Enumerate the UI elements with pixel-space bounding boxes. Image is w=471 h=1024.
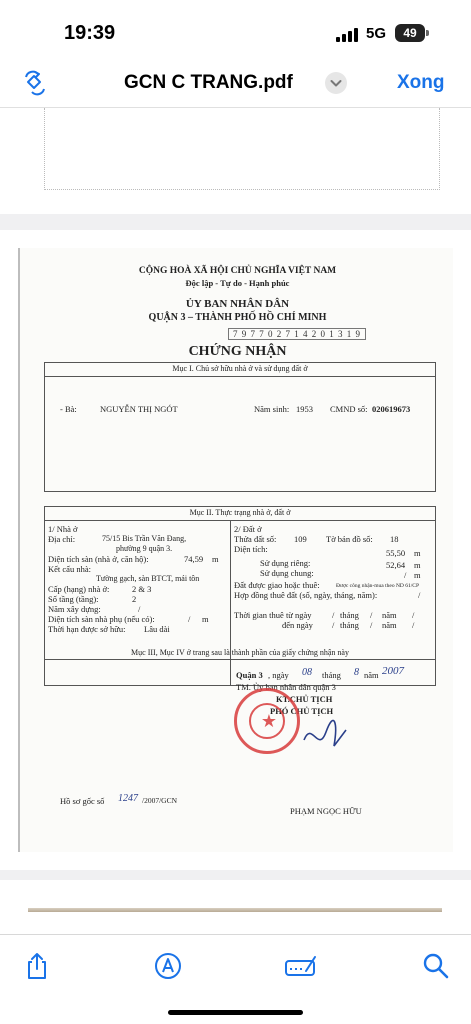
lease-from-label: Thời gian thuê từ ngày	[234, 610, 312, 620]
year-built-value: /	[138, 604, 141, 614]
signature-month-label: tháng	[322, 670, 341, 680]
private-use-label: Sử dụng riêng:	[260, 558, 311, 568]
done-button[interactable]: Xong	[397, 72, 445, 93]
signature-day: 08	[302, 667, 312, 678]
chevron-down-icon[interactable]	[325, 72, 347, 94]
ownership-term-value: Lâu dài	[144, 624, 170, 634]
lease-contract-label: Hợp đồng thuê đất (số, ngày, tháng, năm):	[234, 590, 378, 600]
section-1-box	[44, 362, 436, 492]
lease-to-year: /	[412, 620, 415, 630]
signature-place: Quận 3	[236, 670, 263, 680]
grade-label: Cấp (hạng) nhà ở:	[48, 584, 110, 594]
section-1-divider	[44, 376, 436, 377]
header-national-title: CỘNG HOÀ XÃ HỘI CHỦ NGHĨA VIỆT NAM	[138, 266, 337, 276]
lease-from-month-label: tháng	[340, 610, 359, 620]
floor-area-unit: m	[212, 554, 219, 564]
land-title: 2/ Đất ở	[234, 524, 262, 534]
lease-contract-value: /	[418, 590, 421, 600]
structure-label: Kết cấu nhà:	[48, 564, 91, 574]
lease-to-day: /	[332, 620, 335, 630]
lease-from-year: /	[412, 610, 415, 620]
shared-use-label: Sử dụng chung:	[260, 568, 314, 578]
status-bar	[0, 0, 471, 62]
nav-bar	[0, 62, 471, 108]
original-record-suffix: /2007/GCN	[142, 796, 178, 805]
structure-value: Tường gạch, sàn BTCT, mái tôn	[96, 574, 200, 583]
cellular-signal-icon	[336, 27, 358, 42]
birth-year: 1953	[296, 404, 313, 414]
aux-area-unit: m	[202, 614, 209, 624]
grade-value: 2 & 3	[132, 584, 152, 594]
year-built-label: Năm xây dựng:	[48, 604, 101, 614]
address-line2: phường 9 quận 3.	[116, 544, 173, 553]
address-label: Địa chỉ:	[48, 534, 76, 544]
floor-area-label: Diện tích sàn (nhà ở, căn hộ):	[48, 554, 149, 564]
ownership-term-label: Thời hạn được sở hữu:	[48, 624, 126, 634]
lease-from-month: /	[370, 610, 373, 620]
share-icon[interactable]	[20, 68, 50, 98]
parcel-value: 109	[294, 534, 307, 544]
signature-month: 8	[354, 667, 359, 678]
battery-cap	[426, 30, 429, 36]
next-page	[0, 880, 471, 934]
map-sheet-label: Tờ bản đồ số:	[326, 534, 373, 544]
header-motto: Độc lập - Tự do - Hạnh phúc	[185, 278, 290, 288]
official-seal: ★	[234, 688, 300, 754]
document-page	[0, 230, 471, 870]
shared-use-value: /	[404, 570, 407, 580]
allocation-value: Được công nhận-mua theo ND 61/CP	[336, 583, 420, 589]
shared-use-unit: m	[414, 570, 421, 580]
serial-number: 7 9 7 7 0 2 7 1 4 2 0 1 3 1 9	[228, 328, 366, 340]
document-title[interactable]: GCN C TRANG.pdf	[124, 72, 293, 93]
original-record-label: Hồ sơ gốc số	[60, 796, 105, 806]
on-behalf-line: TM. Ủy ban nhân dân quận 3	[236, 682, 336, 692]
id-number: 020619673	[372, 404, 411, 414]
private-use-value: 52,64	[386, 560, 406, 570]
floor-area-value: 74,59	[184, 554, 204, 564]
signature-date-prefix: , ngày	[268, 670, 289, 680]
network-type: 5G	[366, 25, 387, 42]
lease-to-year-label: năm	[382, 620, 397, 630]
certificate-title: CHỨNG NHẬN	[188, 344, 287, 359]
search-icon[interactable]	[421, 951, 451, 981]
floors-label: Số tầng (tầng):	[48, 594, 99, 604]
section-1-heading: Mục I. Chủ sở hữu nhà ở và sử dụng đất ở	[172, 364, 308, 373]
section-3-note: Mục III, Mục IV ở trang sau là thành phần của giấy chứng nhận này	[131, 648, 349, 657]
markup-icon[interactable]	[153, 951, 183, 981]
signature-year: 2007	[382, 665, 404, 677]
signer-name: PHẠM NGỌC HỮU	[290, 806, 362, 816]
vice-chairman-line: PHÓ CHỦ TỊCH	[270, 706, 334, 716]
lease-to-label: đến ngày	[282, 620, 313, 630]
lease-from-day: /	[332, 610, 335, 620]
header-district: QUẬN 3 – THÀNH PHỐ HỒ CHÍ MINH	[148, 312, 327, 323]
owner-label: - Bà:	[60, 404, 77, 414]
signature-icon[interactable]	[284, 951, 318, 981]
next-page-edge	[28, 908, 442, 912]
pdf-viewer[interactable]	[0, 108, 471, 934]
lease-from-year-label: năm	[382, 610, 397, 620]
home-indicator	[168, 1010, 303, 1015]
signature-year-label: năm	[364, 670, 379, 680]
address-line1: 75/15 Bis Trần Văn Đang,	[102, 534, 187, 543]
house-title: 1/ Nhà ở	[48, 524, 78, 534]
battery-icon: 49	[395, 24, 425, 42]
for-chairman-line: KT.CHỦ TỊCH	[276, 694, 333, 704]
land-area-unit: m	[414, 548, 421, 558]
private-use-unit: m	[414, 560, 421, 570]
lease-to-month-label: tháng	[340, 620, 359, 630]
handwritten-signature	[298, 710, 358, 760]
lease-to-month: /	[370, 620, 373, 630]
map-sheet-value: 18	[390, 534, 399, 544]
land-area-value: 55,50	[386, 548, 406, 558]
allocation-label: Đất được giao hoặc thuê:	[234, 580, 320, 590]
section-2-heading: Mục II. Thực trạng nhà ở, đất ở	[189, 508, 291, 517]
section-2-column-divider	[230, 520, 231, 686]
previous-page	[0, 108, 471, 214]
original-record-number: 1247	[118, 793, 138, 804]
header-authority: ỦY BAN NHÂN DÂN	[185, 298, 290, 310]
floors-value: 2	[132, 594, 137, 604]
aux-area-value: /	[188, 614, 191, 624]
aux-area-label: Diện tích sàn nhà phụ (nếu có):	[48, 614, 155, 624]
birth-year-label: Năm sinh:	[254, 404, 290, 414]
previous-page-sheet	[44, 108, 440, 190]
land-area-label: Diện tích:	[234, 544, 268, 554]
parcel-label: Thửa đất số:	[234, 534, 277, 544]
upload-icon[interactable]	[22, 951, 52, 981]
owner-name: NGUYỄN THỊ NGÓT	[100, 404, 178, 414]
section-2-divider	[44, 520, 436, 521]
status-time: 19:39	[64, 22, 116, 44]
certificate-sheet	[18, 248, 453, 852]
id-number-label: CMND số:	[330, 404, 368, 414]
